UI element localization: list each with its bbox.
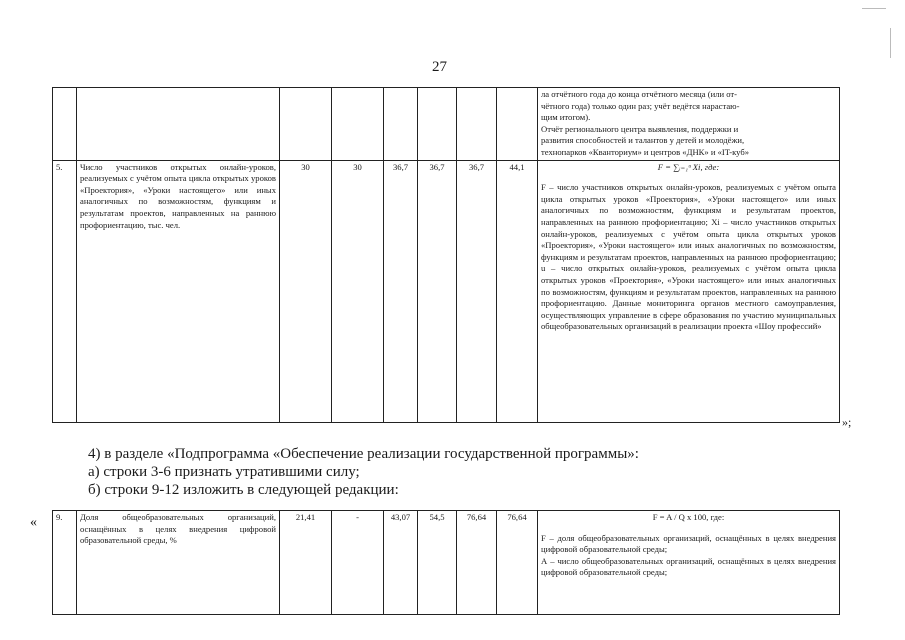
indicator-value: 30 — [280, 160, 332, 422]
table-row — [53, 511, 840, 615]
paragraph-item-a: а) строки 3-6 признать утратившими силу; — [88, 464, 360, 480]
indicator-value: 76,64 — [457, 511, 497, 615]
indicator-name: Доля общеобразовательных организаций, оснащённых в целях внедрения цифровой образовательной среды, % — [77, 511, 280, 615]
indicator-value: 21,41 — [280, 511, 332, 615]
table-cell — [384, 88, 418, 161]
scan-artifact — [890, 28, 891, 58]
method-description-cell — [538, 160, 840, 422]
table-cell — [332, 88, 384, 161]
indicator-value: 30 — [332, 160, 384, 422]
desc-line: щим итогом). — [541, 112, 591, 123]
closing-quote: »; — [842, 415, 852, 429]
method-description-cell — [538, 88, 840, 161]
desc-line: ла отчётного года до конца отчётного месяца (или от- — [541, 89, 738, 99]
indicator-name: Число участников открытых онлайн-уроков, реализуемых с учётом опыта цикла открытых уроков «Проектория», «Уроки настоящего» или иных аналогичных по возможностям, функциям и результатам проектов, направленных на раннюю профориентацию, тыс. чел. — [77, 160, 280, 422]
table-cell — [418, 88, 457, 161]
desc-line: развития способностей и талантов у детей и молодёжи, — [541, 135, 745, 146]
method-description: F – число участников открытых онлайн-уроков, реализуемых с учётом опыта цикла открытых уроков «Проектория», «Уроки настоящего» или иных аналогичных по возможностям, функциям и результатам проектов, направленных на раннюю профориентацию; Xi – число участников открытых онлайн-уроков, реализуемых с учётом опыта цикла открытых уроков «Проектория», «Уроки настоящего» или иных аналогичных по возможностям, функциям и результатам проектов, направленных на раннюю профориентацию; u – число открытых онлайн-уроков, реализуемых с учётом опыта цикла открытых уроков «Проектория», «Уроки настоящего» или иных аналогичных по возможностям, функциям и результатам проектов, направленных на раннюю профориентацию. Данные мониторинга органов местного самоуправления, осуществляющих управление в сфере образования по участию муниципальных общеобразовательных организаций в реализации проекта «Шоу профессий» — [541, 182, 836, 332]
table-cell — [457, 88, 497, 161]
method-description: F – доля общеобразовательных организаций, оснащённых в целях внедрения цифровой образовательной среды; — [541, 532, 836, 555]
desc-line: Отчёт регионального центра выявления, поддержки и — [541, 123, 739, 134]
table-row — [53, 88, 840, 161]
indicator-value: 44,1 — [497, 160, 538, 422]
table-cell — [53, 88, 77, 161]
paragraph-section: 4) в разделе «Подпрограмма «Обеспечение реализации государственной программы»: — [88, 446, 639, 462]
indicator-value: 76,64 — [497, 511, 538, 615]
desc-line: чётного года) только один раз; учёт ведётся нарастаю- — [541, 100, 740, 111]
table-cell — [77, 88, 280, 161]
formula: F = ∑ᵢ₌₁ᵘ Xi, где: — [657, 161, 720, 172]
indicators-table — [52, 87, 840, 423]
desc-line: технопарков «Кванториум» и центров «ДНК» и «IT-куб» — [541, 146, 749, 157]
indicators-table — [52, 510, 840, 615]
page-number: 27 — [432, 59, 447, 75]
table-cell — [497, 88, 538, 161]
row-number: 9. — [53, 511, 77, 615]
formula: F = A / Q x 100, где: — [652, 512, 725, 522]
indicator-value: 36,7 — [457, 160, 497, 422]
scan-artifact — [862, 8, 886, 9]
indicator-value: 54,5 — [418, 511, 457, 615]
indicator-value: 36,7 — [418, 160, 457, 422]
paragraph-item-b: б) строки 9-12 изложить в следующей редакции: — [88, 482, 399, 498]
method-description: А – число общеобразовательных организаций, оснащённых в целях внедрения цифровой образовательной среды; — [541, 555, 836, 578]
table-row — [53, 160, 840, 422]
opening-quote: « — [30, 515, 37, 530]
indicator-value: 36,7 — [384, 160, 418, 422]
row-number: 5. — [53, 160, 77, 422]
indicator-value: 43,07 — [384, 511, 418, 615]
method-description-cell — [538, 511, 840, 615]
indicator-value: - — [332, 511, 384, 615]
table-cell — [280, 88, 332, 161]
